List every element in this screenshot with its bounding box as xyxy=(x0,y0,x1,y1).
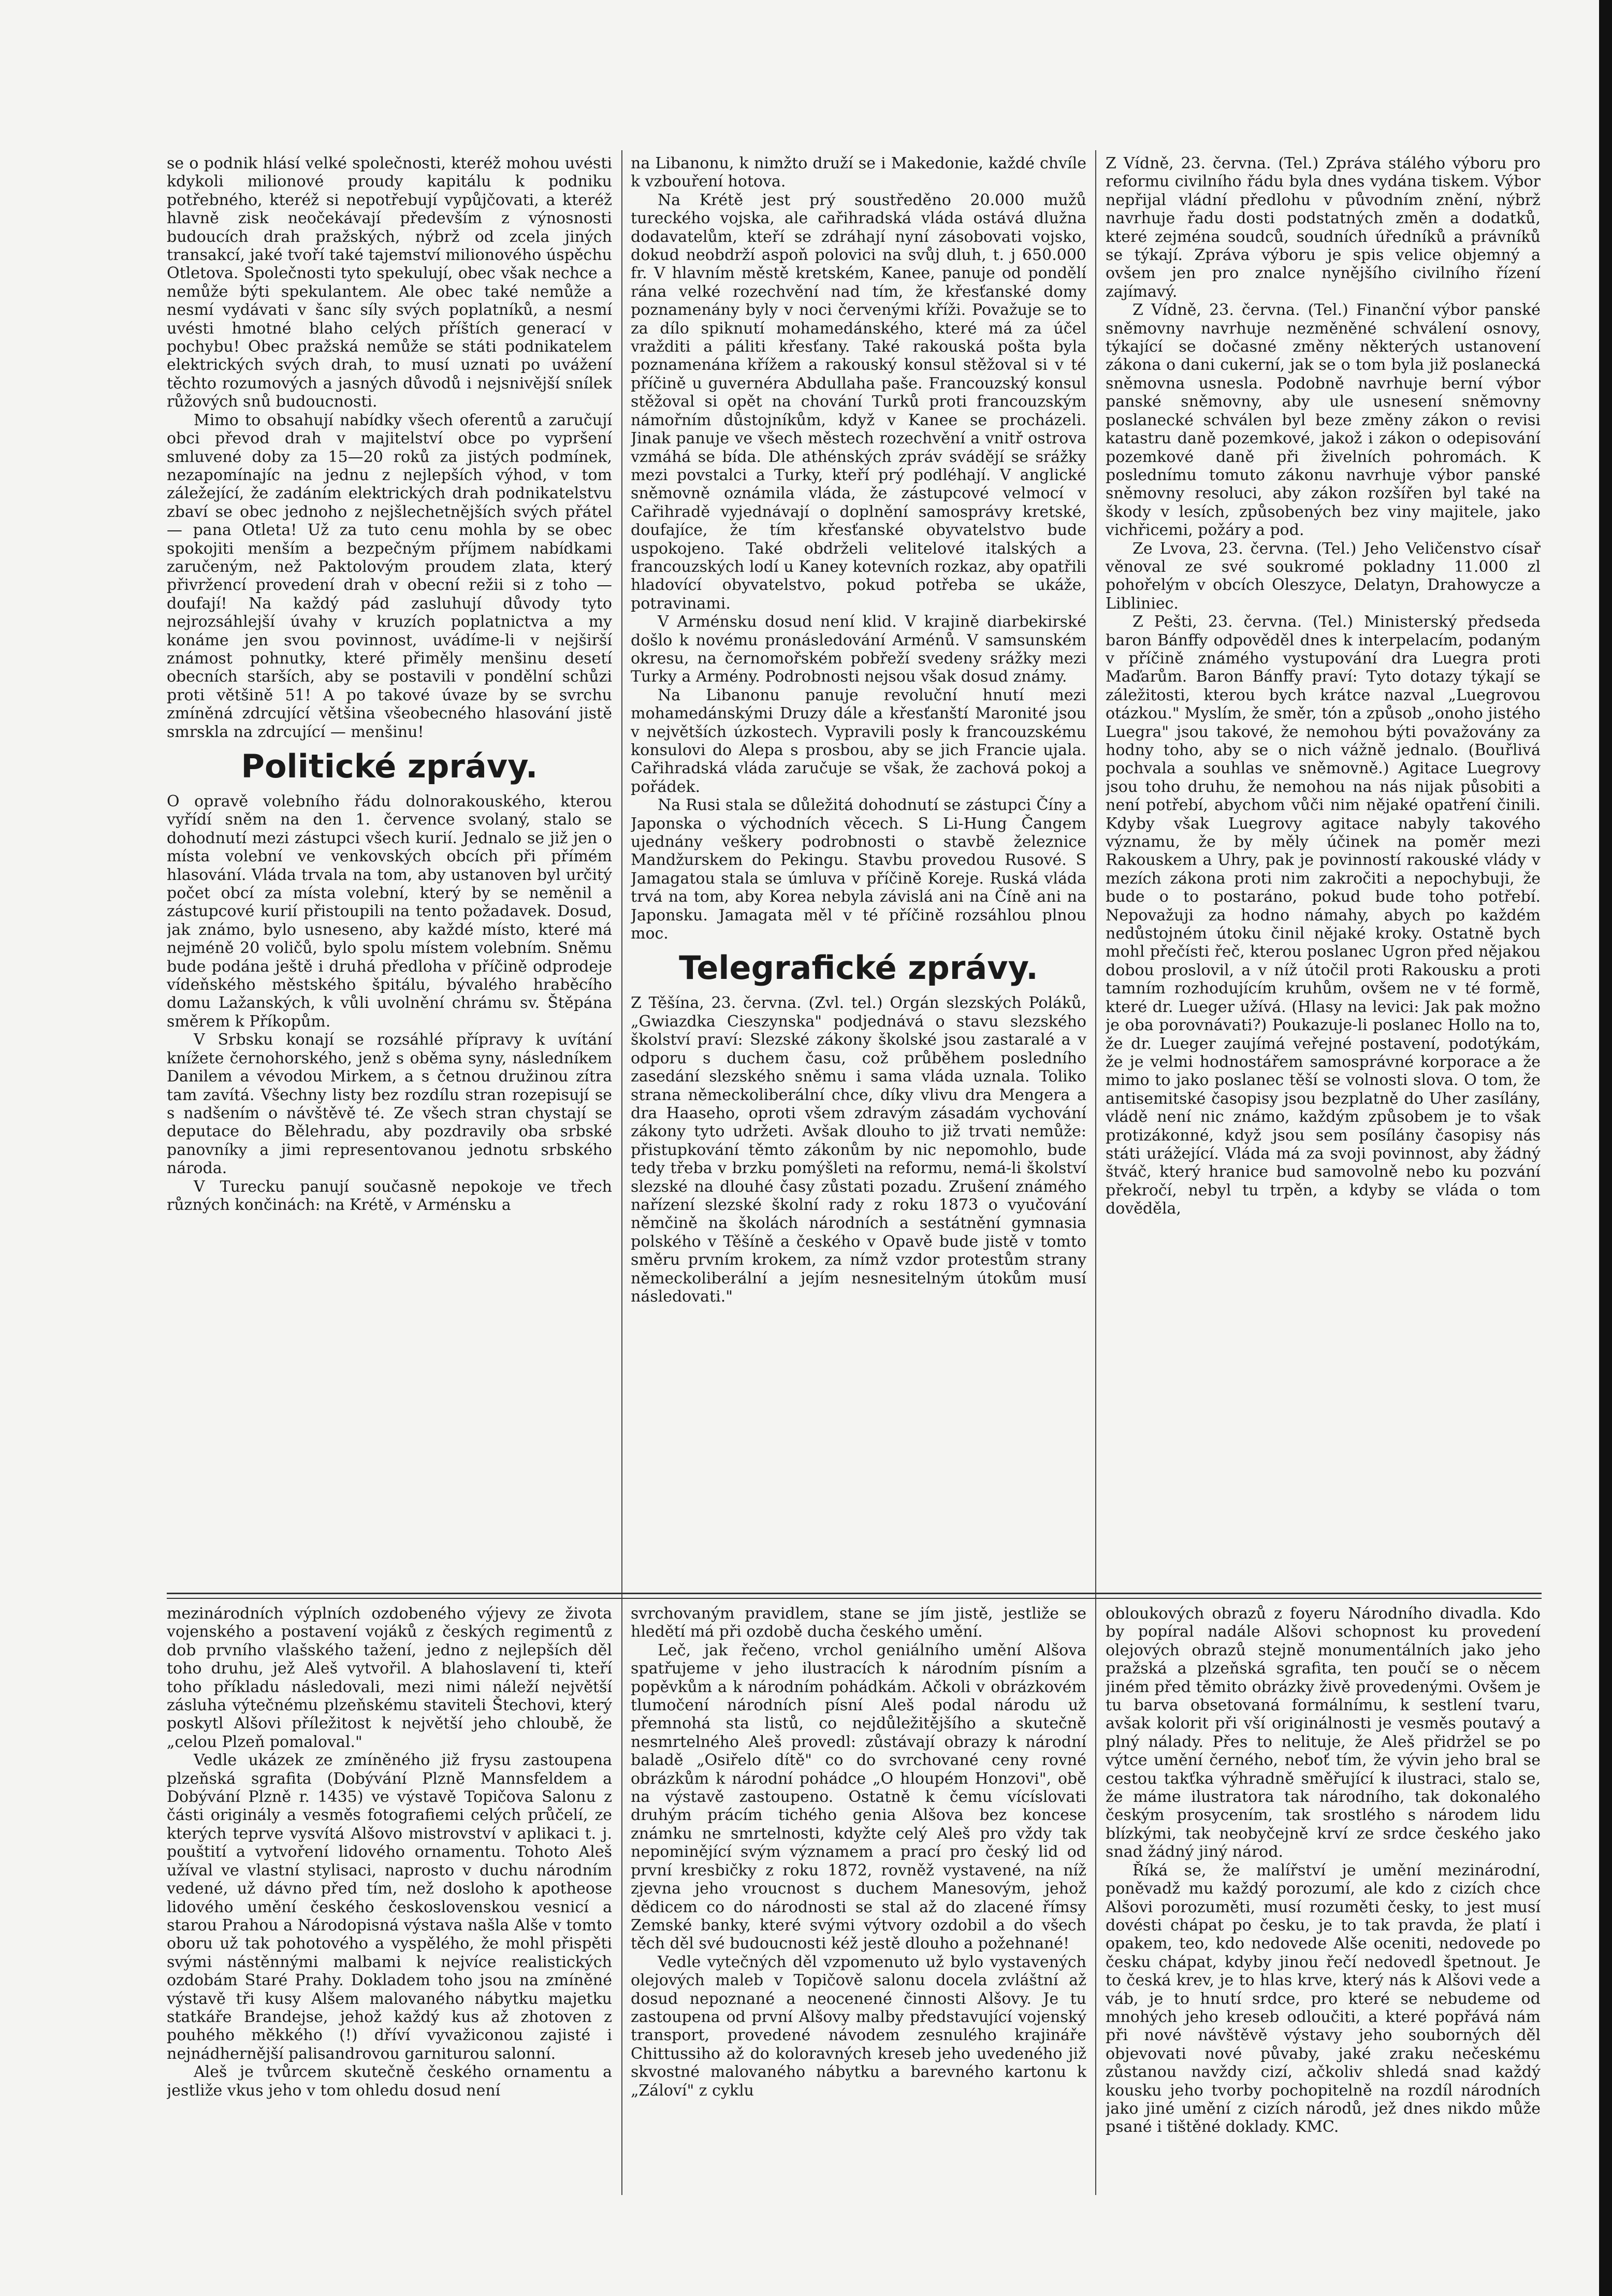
column-rule xyxy=(621,150,622,1745)
bottom-column-3 xyxy=(1106,1605,1541,2195)
paragraph: V Arménsku dosud není klid. V krajině diarbekirské došlo k novému pronásledování Arménů. V samsunském okresu, na černomořském pobřeží svedeny srážky mezi Turky a Armény. Podrobnosti nejsou však dosud známy. xyxy=(631,613,1086,686)
paragraph: na Libanonu, k nimžto druží se i Makedonie, každé chvíle k vzbouření hotova. xyxy=(631,154,1086,191)
column-rule xyxy=(621,1605,622,2195)
top-column-1 xyxy=(167,154,612,1742)
paragraph: Z Pešti, 23. června. (Tel.) Ministerský předseda baron Bánffy odpověděl dnes k interpelacím, podaným v příčině známého vystupování dra Luegra proti Maďarům. Baron Bánffy praví: Tyto dotazy týkají se záležitosti, kterou bych krátce nazval „Luegrovou otázkou." Myslím, že směr, tón a způsob „onoho jistého Luegra" jsou takové, že nemohou býti považovány za hodny toho, aby se o nich vážně jednalo. (Bouřlivá pochvala a souhlas ve sněmovně.) Agitace Luegrovy jsou toho druhu, že nemohou na nás nijak působiti a není potřebí, abychom vůči nim nějaké opatření činili. Kdyby však Luegrovy agitace nabyly takového významu, že by měly účinek na poměr mezi Rakouskem a Uhry, pak je povinností rakouské vlády v mezích zákona proti nim zakročiti a nepochybuji, že bude o to postaráno, pokud bude toho potřebí. Nepovažuji za hodno námahy, abych po každém nedůstojném útoku činil nějaké kroky. Ostatně bych mohl přečísti řeč, kterou poslanec Ugron před nějakou dobou proslovil, a v níž útočil proti Rakousku a proti tamním rozhodujícím kruhům, ovšem ne v té formě, které dr. Lueger užívá. (Hlasy na levici: Jak pak možno je oba porovnávati?) Poukazuje-li poslanec Hollo na to, že dr. Lueger zaujímá veřejné postavení, podotýkám, že je velmi hodnostářem samosprávné korporace a že mimo to jako poslanec těší se volnosti slova. O tom, že antisemitské časopisy jsou bezplatně do Uher zasílány, vládě není nic známo, každým způsobem je to však protizákonné, když jsou sem posílány časopisy nás státi urážející. Vláda má za svoji povinnost, aby žádný štváč, který hranice bud samovolně nebo ku pozvání překročí, nebyl tu trpěn, a kdyby se vláda o tom dověděla, xyxy=(1106,613,1541,1218)
paragraph: Z Vídně, 23. června. (Tel.) Finanční výbor panské sněmovny navrhuje nezměněné schválení osnovy, týkající se dočasné změny některých ustanovení zákona o dani cukerní, jak se o tom byla již poslanecká sněmovna usnesla. Podobně navrhuje berní výbor panské sněmovny, aby ule usnesení sněmovny poslanecké schválen byl beze změny zákon o revisi katastru daně pozemkové, jakož i zákon o odepisování pozemkové daně při živelních pohromách. K poslednímu tomuto zákonu navrhuje výbor panské sněmovny resoluci, aby zákon rozšířen byl také na škody v lesích, způsobených bez viny majitele, jako vichřicemi, požáry a pod. xyxy=(1106,301,1541,540)
paragraph: Vedle vytečných děl vzpomenuto už bylo vystavených olejových maleb v Topičově salonu docela zvláštní až dosud nepoznané a neocenené činnosti Alšovy. Je tu zastoupena od první Alšovy malby představující vojenský transport, provedené návodem zesnulého krajináře Chittussiho až do koloravných kreseb jeho uvedeného již skvostné malovaného nábytku a barevného kartonu k „Záloví" z cyklu xyxy=(631,1953,1086,2100)
paragraph: Říká se, že malířství je umění mezinárodní, poněvadž mu každý porozumí, ale kdo z cizích chce Alšovi porozuměti, musí rozuměti česky, to jest musí dovésti chápat po česku, je to tak pravda, že platí i opakem, teo, kdo nedovede Alše oceniti, nedovede po česku chápat, kdyby jinou řečí nedovedl špetnout. Je to česká krev, je to hlas krve, který nás k Alšovi vede a váb, je to hnutí srdce, pro které se nebudeme od mnohých jeho kreseb odloučiti, a které popřává nám při nové návštěvě výstavy jeho souborných děl objevovati nové půvaby, jaké zraku nečeskému zůstanou navždy cizí, ačkoliv shledá snad každý kousku jeho tvorby pochopitelně na rozdíl národních jako jiné umění z cizích národů, jež dnes nikdo může psané i tištěné doklady. KMC. xyxy=(1106,1861,1541,2136)
paragraph: O opravě volebního řádu dolnorakouského, kterou vyřídí sněm na den 1. července svolaný, stalo se dohodnutí mezi zástupci všech kurií. Jednalo se již jen o místa volební ve venkovských obcích při přímém hlasování. Vláda trvala na tom, aby ustanoven byl určitý počet obcí za místa volební, který by se neměnil a zástupcové kurií přistoupili na tento požadavek. Dosud, jak známo, bylo usneseno, aby každé místo, které má nejméně 20 voličů, bylo spolu místem volebním. Sněmu bude podána ještě i druhá předloha v příčině odprodeje vídeňského městského špitálu, bývalého hraběcího domu Lažanských, k vůli uvolnění chrámu sv. Štěpána směrem k Příkopům. xyxy=(167,792,612,1031)
paragraph: Aleš je tvůrcem skutečně českého ornamentu a jestliže vkus jeho v tom ohledu dosud není xyxy=(167,2063,612,2100)
paragraph: Leč, jak řečeno, vrchol geniálního umění Alšova spatřujeme v jeho ilustracích k národním písním a popěvkům a k národním pohádkám. Ačkoli v obrázkovém tlumočení národních písní Aleš podal národu už přemnohá sta listů, co nejdůležitějšího a skutečně nesmrtelného Aleš provedl: zůstávají obrazy k národní baladě „Osiřelo dítě" co do svrchované ceny rovné obrázkům k národní pohádce „O hloupém Honzovi", obě na výstavě zastoupeno. Ostatně k čemu vícíslovati druhým prácím tichého genia Alšova bez koncese známku ne smrtelnosti, kdyžte celý Aleš pro vždy tak nepominějící svým významem a prací pro český lid od první kresbičky z roku 1872, rovněž vystavené, na níž zjevna jeho vroucnost s duchem Manesovým, jehož dědicem co do národnosti se stal až do zlacené římsy Zemské banky, které svými výtvory ozdobil a do všech těch děl své budoucnosti kéž jestě dlouho a požehnané! xyxy=(631,1641,1086,1953)
paragraph: mezinárodních výplních ozdobeného výjevy ze života vojenského a postavení vojáků z českých regimentů z dob prvního vlašského tažení, jedno z nejlepších děl toho druhu, jež Aleš vytvořil. A blahoslavení ti, kteří toho příkladu následovali, mezi nimi náleží největší zásluha výtečnému plzeňskému staviteli Štechovi, který poskytl Alšovi příležitost k největší jeho chloubě, že „celou Plzeň pomaloval." xyxy=(167,1605,612,1751)
top-column-3 xyxy=(1106,154,1541,1742)
section-heading-telegraficke-zpravy: Telegrafické zprávy. xyxy=(679,949,1038,987)
section-separator xyxy=(167,1593,1542,1594)
scan-edge xyxy=(1599,0,1612,2296)
paragraph: Z Vídně, 23. června. (Tel.) Zpráva stálého výboru pro reformu civilního řádu byla dnes vydána tiskem. Výbor nepřijal vládní předlohu v původním znění, nýbrž navrhuje řadu dosti podstatných změn a dodatků, které zejména soudců, soudních úředníků a právníků se týkají. Zpráva výboru je spis velice objemný a ovšem jen pro znalce nynějšího civilního řízení zajímavý. xyxy=(1106,154,1541,301)
paragraph: Na Libanonu panuje revoluční hnutí mezi mohamedánskými Druzy dále a křesťanští Maronité jsou v největších úzkostech. Vypravili posly k francouzskému konsulovi do Alepa s prosbou, aby se jich Francie ujala. Cařihradská vláda zaručuje se však, že zachová pokoj a pořádek. xyxy=(631,686,1086,796)
top-column-2 xyxy=(631,154,1086,1742)
paragraph: Ze Lvova, 23. června. (Tel.) Jeho Veličenstvo císař věnoval ze své soukromé pokladny 11.000 zl pohořelým v obcích Oleszyce, Delatyn, Drahowycze a Libliniec. xyxy=(1106,539,1541,613)
bottom-column-2 xyxy=(631,1605,1086,2195)
section-heading-politicke-zpravy: Politické zprávy. xyxy=(241,747,538,785)
paragraph: V Turecku panují současně nepokoje ve třech různých končinách: na Krétě, v Arménsku a xyxy=(167,1177,612,1214)
paragraph: Na Krétě jest prý soustředěno 20.000 mužů tureckého vojska, ale cařihradská vláda ostává dlužna dodavatelům, kteří se zdráhají nyní zásobovati vojsko, dokud neobdrží aspoň polovici na svůj dluh, t. j 650.000 fr. V hlavním městě kretském, Kanee, panuje od pondělí rána velké rozechvění nad tím, že křesťanské domy poznamenány byly v noci červenými kříži. Považuje se to za dílo spiknutí mohamedánského, které má za účel vražditi a páliti křesťany. Také rakouská pošta byla poznamenána křížem a rakouský konsul stěžoval si v té příčině u guvernéra Abdullaha paše. Francouzský konsul stěžoval si opět na chování Turků proti francouzským námořním důstojníkům, když v Kanee se procházeli. Jinak panuje ve všech městech rozechvění a vnitř ostrova vzmáhá se bída. Dle athénských zpráv svádějí se srážky mezi povstalci a Turky, kteří prý podléhají. V anglické sněmovně oznámila vláda, že zástupcové velmocí v Cařihradě vyjednávají o doplnění samosprávy kretské, doufajíce, že tím křesťanské obyvatelstvo bude uspokojeno. Také obdrželi velitelové italských a francouzských lodí u Kaney kotevních rozkaz, aby opatřili hladovící obyvatelstvo, pokud potřeba se ukáže, potravinami. xyxy=(631,191,1086,613)
column-rule xyxy=(1095,150,1096,1745)
bottom-column-1 xyxy=(167,1605,612,2195)
paragraph: Vedle ukázek ze zmíněného již frysu zastoupena plzeňská sgrafita (Dobývání Plzně Mannsfeldem a Dobývání Plzně r. 1435) ve výstavě Topičova Salonu z části originály a vesměs fotografiemi celých průčelí, ze kterých teprve vysvítá Alšovo mistrovství v aplikaci t. j. pouštití a vytvoření lidového ornamentu. Tohoto Aleš užíval ve vlastní stylisaci, naprosto v duchu národním vedené, už dávno před tím, než dosloho k apotheose lidového umění českého československou vesnicí a starou Prahou a Národopisná výstava našla Alše v tomto oboru už tak pohotového a vyspělého, že mohl přispěti svými nástěnnými malbami k nejvíce realistických ozdobám Staré Prahy. Dokladem toho jsou na zmíněné výstavě tři kusy Alšem malovaného nábytku majetku statkáře Brandejse, jehož každý kus až zhotoven z pouhého měkkého (!) dříví vyvažiconou zajisté i nejnádhernější palisandrovou garniturou salonní. xyxy=(167,1751,612,2063)
paragraph: Na Rusi stala se důležitá dohodnutí se zástupci Číny a Japonska o východních věcech. S Li-Hung Čangem ujednány veškery podrobnosti o stavbě železnice Mandžurskem do Pekingu. Stavbu provedou Rusové. S Jamagatou stala se úmluva v příčině Koreje. Ruská vláda trvá na tom, aby Korea nebyla závislá ani na Číně ani na Japonsku. Jamagata měl v té příčině rozsáhlou plnou moc. xyxy=(631,796,1086,943)
paragraph: obloukových obrazů z foyeru Národního divadla. Kdo by popíral nadále Alšovi schopnost ku provedení olejových obrazů stejně monumentálních jako jeho pražská a plzeňská sgrafita, ten poučí se o něcem jiném před těmito obrázky živě provedenými. Ovšem je tu barva obsetovaná formálnímu, k sestlení tvaru, avšak kolorit při vší originálnosti je vesměs poutavý a plný nálady. Přes to nelituje, že Aleš přidržel se po výtce umění černého, neboť tím, že vývin jeho bral se cestou takťka výhradně směřující k ilustraci, stalo se, že máme ilustratora tak národního, tak dokonalého českým prosycením, tak srostlého s národem lidu blízkými, tak neobyčejně krví ze srdce českého jako snad žádný jiný národ. xyxy=(1106,1605,1541,1861)
paragraph: Mimo to obsahují nabídky všech oferentů a zaručují obci převod drah v majitelství obce po vypršení smluvené doby za 15—20 roků za jistých podmínek, nezapomínajíc na jednu z nejlepších výhod, v tom záležející, že zadáním elektrických drah podnikatelstvu zbaví se obec jednoho z nejšlechetnějších svých přátel — pana Otleta! Už za tuto cenu mohla by se obec spokojiti menším a bezpečným příjmem nabídkami zaručeným, než Paktolovým proudem zlata, který přivržencí provedení drah v obecní režii si z toho — doufají! Na každý pád zasluhují důvody tyto nejrozsáhlejší úvahy v kruzích poplatnictva a my konáme jen svou povinnost, uvádíme-li v nejširší známost pohnutky, které přiměly menšinu desetí obecních starších, aby se postavili v pondělní schůzi proti většině 51! A po takové úvaze by se svrchu zmíněná zdrcující většina všeobecného hlasování jistě smrskla na zdrcující — menšinu! xyxy=(167,411,612,741)
column-rule xyxy=(1095,1605,1096,2195)
section-separator xyxy=(167,1598,1542,1599)
paragraph: Z Těšína, 23. června. (Zvl. tel.) Orgán slezských Poláků, „Gwiazdka Cieszynska" podjednává o stavu slezského školství praví: Slezské zákony školské jsou zastaralé a v odporu s duchem času, což průběhem posledního zasedání slezského sněmu i sama vláda uznala. Toliko strana německoliberální chce, díky vlivu dra Mengera a dra Haaseho, oproti všem zdravým zásadám vychování zákony tyto udržeti. Avšak dlouho to již trvati nemůže: přistupkování těmto zákonům by nic nepomohlo, bude tedy třeba v brzku pomýšleti na reformu, nemá-li školství slezské na dlouhé časy zůstati pozadu. Zrušení známého nařízení slezské školní rady z roku 1873 o vyučování němčině na školách národních a sestátnění gymnasia polského v Těšíně a českého v Opavě bude jistě v tomto směru prvním krokem, za nímž vzdor protestům strany německoliberální a jejím nesnesitelným útokům musí následovati." xyxy=(631,994,1086,1306)
paragraph: se o podnik hlásí velké společnosti, kteréž mohou uvésti kdykoli milionové proudy kapitálu k podniku potřebného, kteréž si nepotřebují vypůjčovati, a kteréž hlavně zisk neočekávají především z výnosnosti budoucích drah pražských, nýbrž od zcela jiných transakcí, jaké tvoří také tajemství milionového úspěchu Otletova. Společnosti tyto spekulují, obec však nechce a nemůže býti spekulantem. Ale obec také nemůže a nesmí vydávati v šanc síly svých poplatníků, a nesmí uvésti hmotné blaho celých příštích generací v pochybu! Obec pražská nemůže se státi podnikatelem elektrických svých drah, to musí uznati po uvážení těchto rozumových a jasných důvodů i nejsnivější snílek růžových snů budoucnosti. xyxy=(167,154,612,411)
paragraph: V Srbsku konají se rozsáhlé přípravy k uvítání knížete černohorského, jenž s oběma syny, následníkem Danilem a vévodou Mirkem, a s četnou družinou zítra tam zavítá. Všechny listy bez rozdílu stran rozepisují se s nadšením o návštěvě té. Ze všech stran chystají se deputace do Bělehradu, aby pozdravily oba srbské panovníky a jimi representovanou jednotu srbského národa. xyxy=(167,1031,612,1178)
paragraph: svrchovaným pravidlem, stane se jím jistě, jestliže se hledětí má při ozdobě ducha českého umění. xyxy=(631,1605,1086,1641)
